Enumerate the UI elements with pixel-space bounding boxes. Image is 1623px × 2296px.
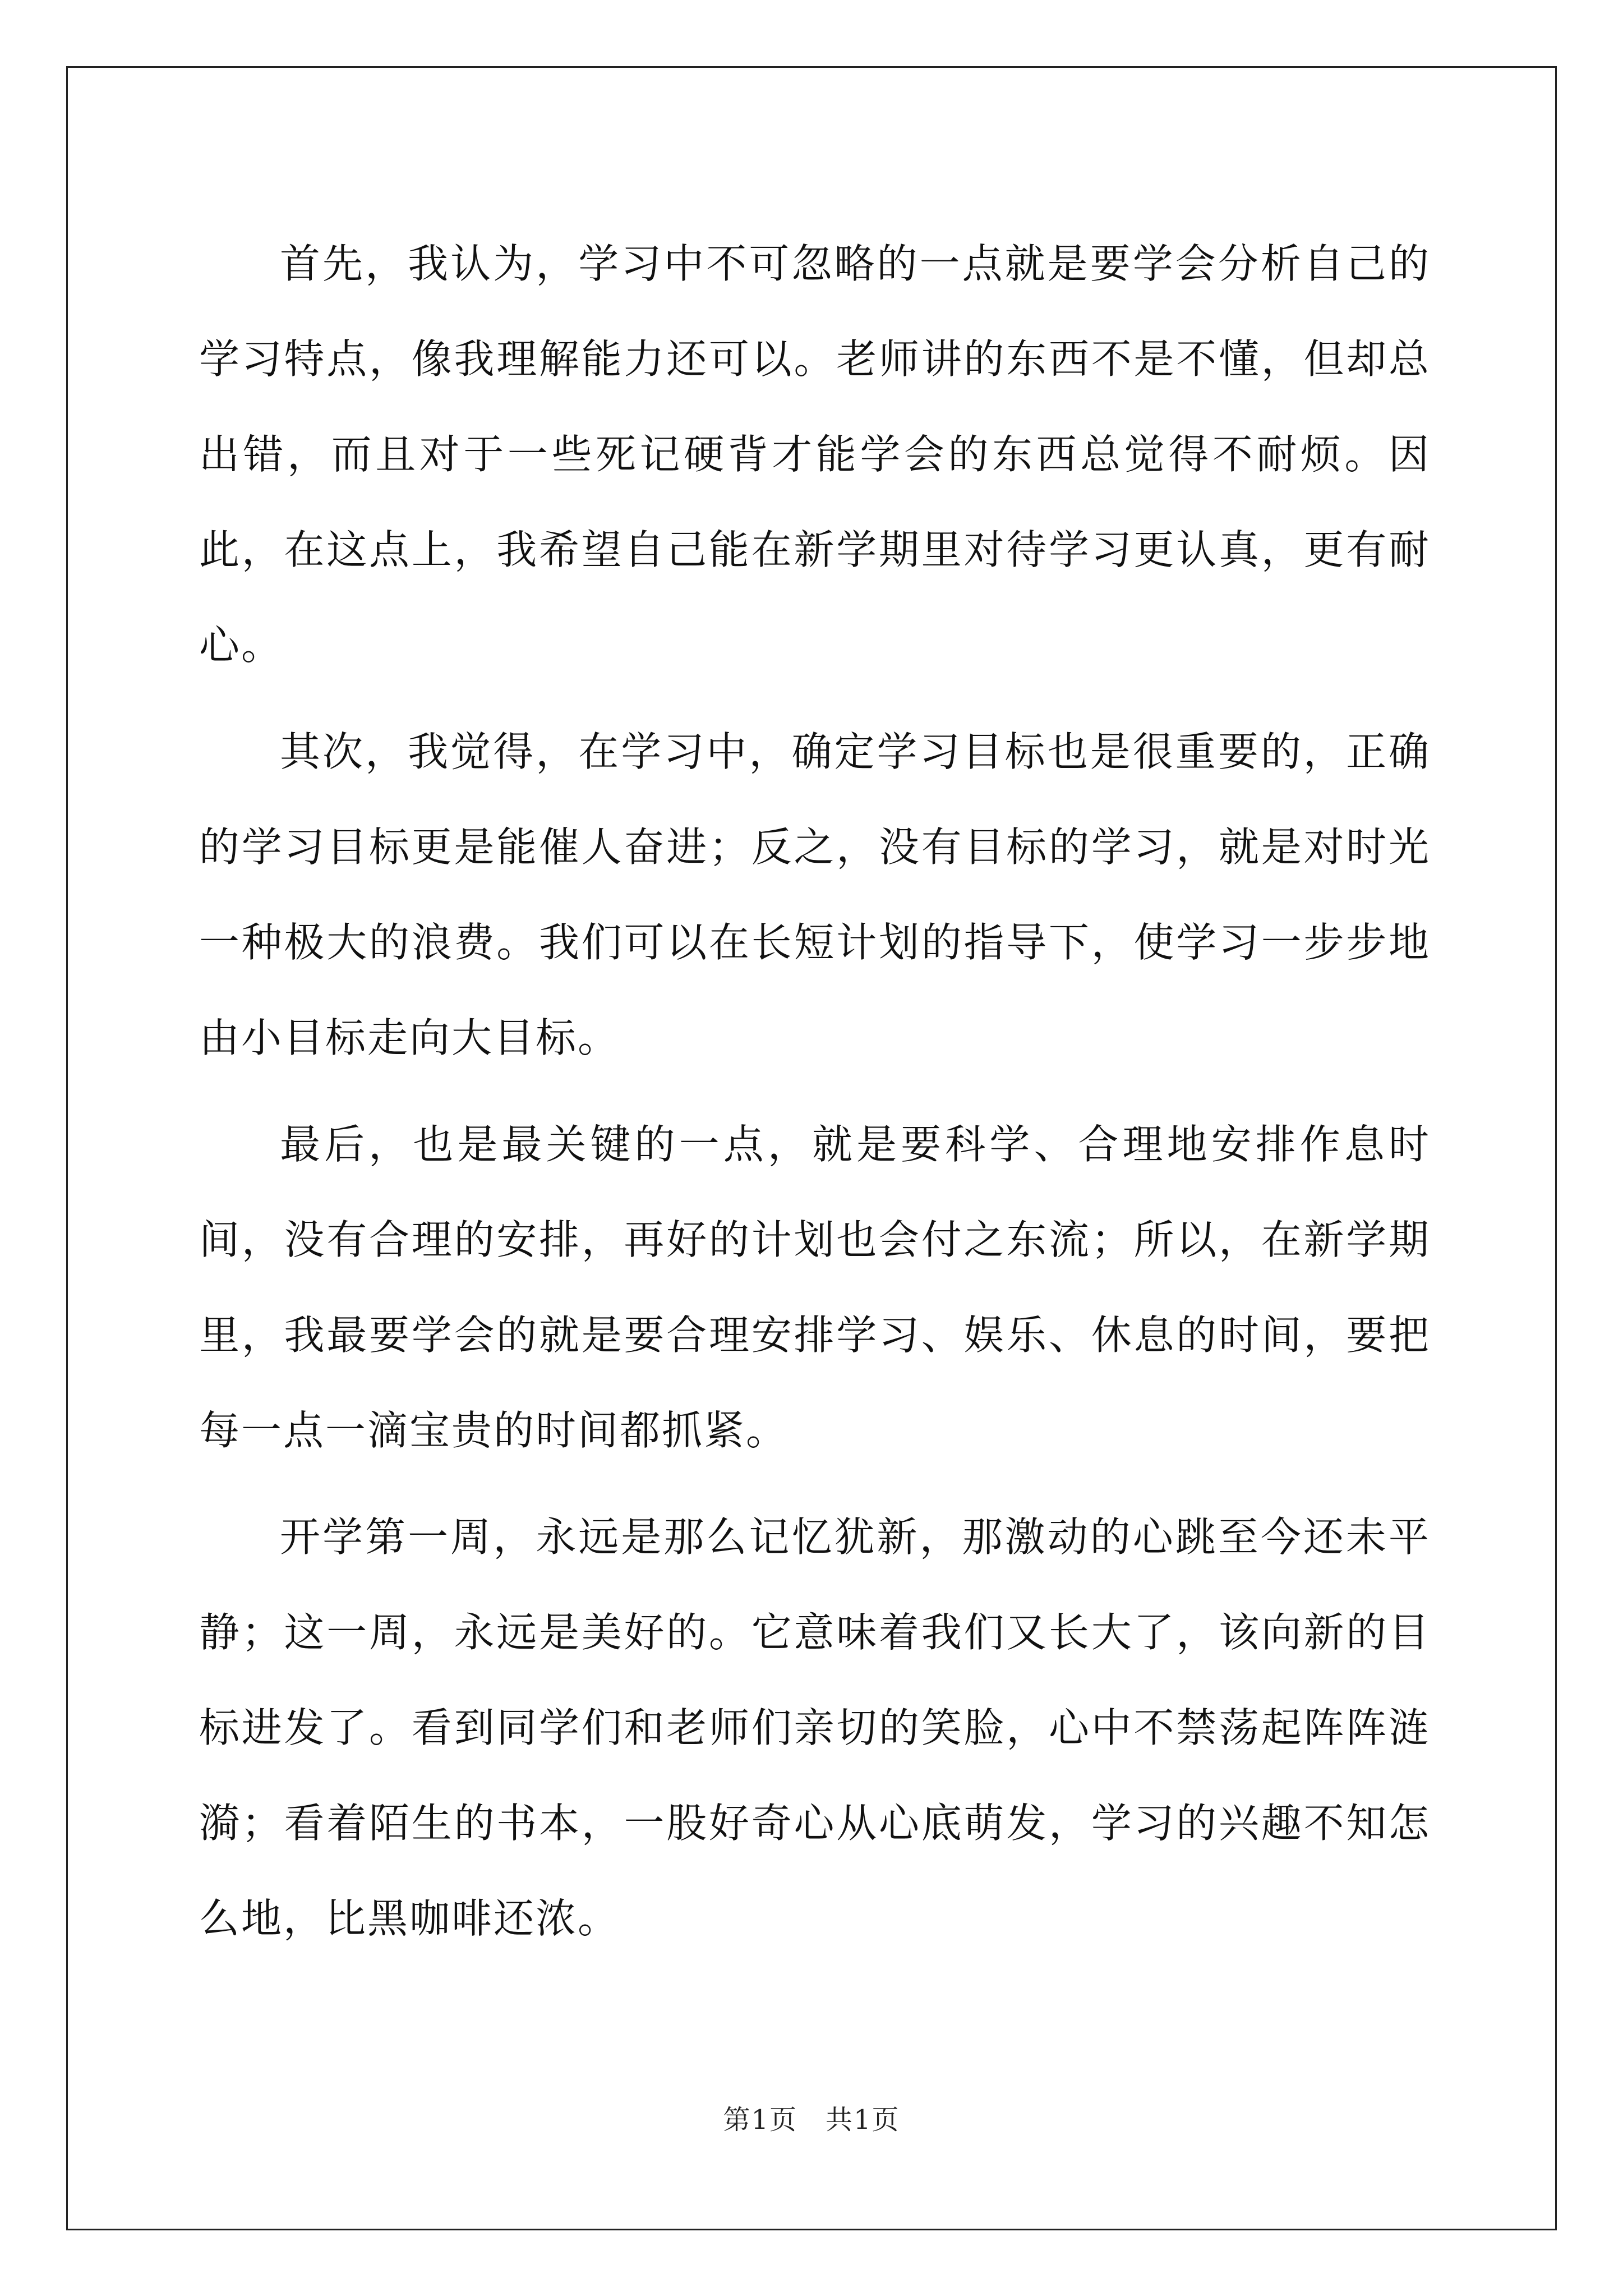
page-footer: 第1页 共1页 bbox=[723, 2104, 900, 2136]
paragraph-3: 最后，也是最关键的一点，就是要科学、合理地安排作息时间，没有合理的安排，再好的计划也会付之东流；所以，在新学期里，我最要学会的就是要合理安排学习、娱乐、休息的时间，要把每一点一滴宝贵的时间都抓紧。 bbox=[199, 1121, 1431, 1454]
paragraph-4: 开学第一周，永远是那么记忆犹新，那激动的心跳至今还未平静；这一周，永远是美好的。它意味着我们又长大了，该向新的目标进发了。看到同学们和老师们亲切的笑脸，心中不禁荡起阵阵涟漪；看着陌生的书本，一股好奇心从心底萌发，学习的兴趣不知怎么地，比黑咖啡还浓。 bbox=[199, 1513, 1431, 1942]
paragraph-1: 首先，我认为，学习中不可忽略的一点就是要学会分析自己的学习特点，像我理解能力还可以。老师讲的东西不是不懂，但却总出错，而且对于一些死记硬背才能学会的东西总觉得不耐烦。因此，在这点上，我希望自己能在新学期里对待学习更认真，更有耐心。 bbox=[199, 240, 1431, 669]
paragraph-2: 其次，我觉得，在学习中，确定学习目标也是很重要的，正确的学习目标更是能催人奋进；反之，没有目标的学习，就是对时光一种极大的浪费。我们可以在长短计划的指导下，使学习一步步地由小目标走向大目标。 bbox=[199, 728, 1431, 1061]
document-body bbox=[199, 216, 1431, 1977]
